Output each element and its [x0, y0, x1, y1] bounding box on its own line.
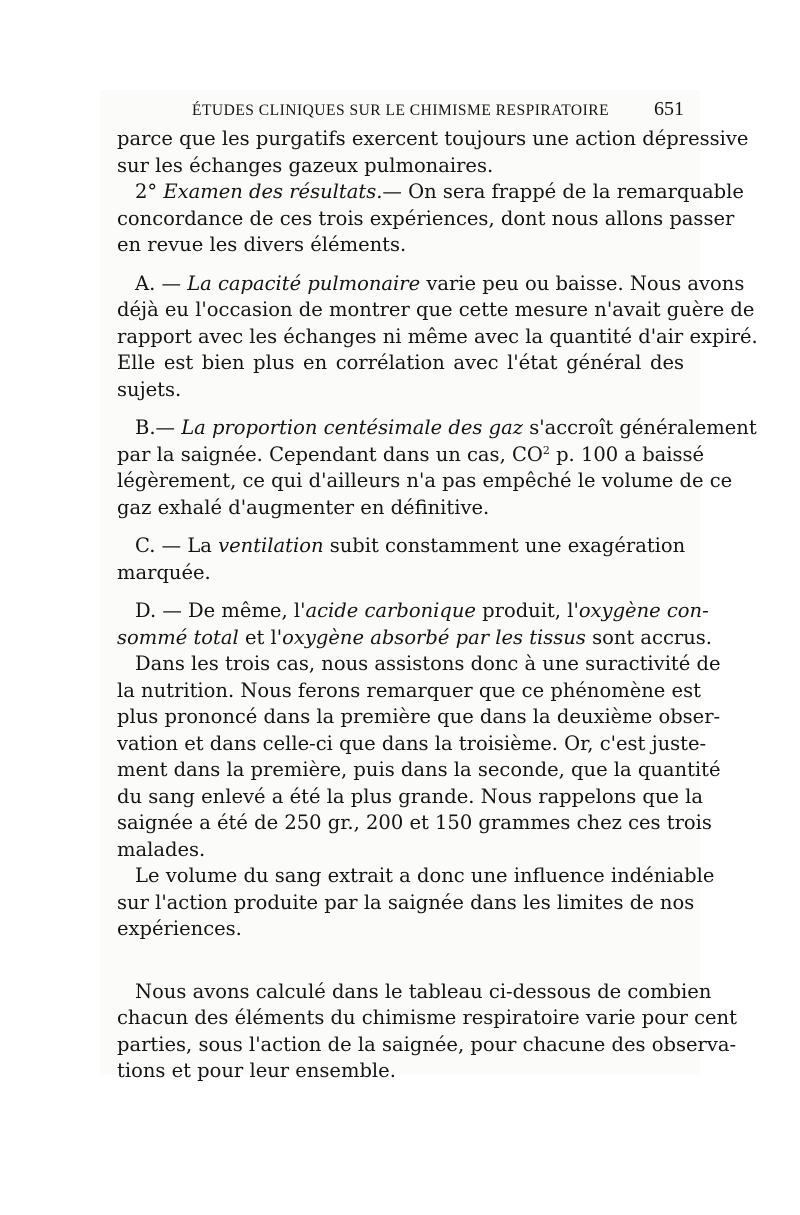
- text-line: saignée a été de 250 gr., 200 et 150 grammes chez ces trois: [117, 811, 712, 834]
- item-heading: La capacité pulmonaire: [187, 271, 421, 295]
- paragraph-d: [117, 598, 712, 651]
- paragraph-examen: [117, 179, 744, 259]
- text-line: parce que les purgatifs exercent toujours une action dépressive: [117, 127, 749, 150]
- text-line: [117, 415, 757, 442]
- running-title: ÉTUDES CLINIQUES SUR LE CHIMISME RESPIRATOIRE: [192, 102, 610, 119]
- text-run: et l': [238, 625, 283, 649]
- paragraph-suractivite: [117, 651, 721, 863]
- italic-term: acide carbonique: [305, 599, 476, 622]
- paragraph-gap: [117, 586, 684, 598]
- text-line: tions et pour leur ensemble.: [117, 1059, 396, 1082]
- text-run: varie peu ou baisse. Nous avons: [420, 271, 745, 295]
- italic-term: oxygène absorbé par les tissus: [282, 625, 586, 649]
- text-line: légèrement, ce qui d'ailleurs n'a pas empêché le volume de ce: [117, 469, 733, 492]
- text-line: la nutrition. Nous ferons remarquer que ce phénomène est: [117, 678, 701, 702]
- text-line: Elle est bien plus en corrélation avec l'état général des: [117, 351, 684, 374]
- italic-term: sommé total: [117, 625, 239, 649]
- item-heading: La proportion centésimale des gaz: [181, 416, 524, 439]
- text-line: [117, 179, 744, 206]
- body-text: [117, 126, 758, 1085]
- text-line: [117, 271, 745, 298]
- text-line: en revue les divers éléments.: [117, 233, 407, 256]
- section-number: 2°: [135, 180, 164, 203]
- item-marker: D. — De même, l': [135, 599, 306, 622]
- text-run: produit, l': [475, 599, 579, 622]
- text-line: sur l'action produite par la saignée dans les limites de nos: [117, 890, 695, 914]
- running-header: [117, 98, 684, 124]
- text-line: [117, 533, 684, 560]
- paragraph-tableau: [117, 979, 737, 1085]
- paragraph-gap: [117, 521, 684, 533]
- text-line: [117, 625, 712, 652]
- text-line: concordance de ces trois expériences, dont nous allons passer: [117, 206, 735, 230]
- text-line: déjà eu l'occasion de montrer que cette mesure n'avait guère de: [117, 298, 755, 321]
- text-run: — On sera frappé de la remarquable: [382, 180, 744, 203]
- superscript: 2: [542, 443, 550, 457]
- text-line: Nous avons calculé dans le tableau ci-dessous de combien: [135, 979, 712, 1003]
- text-line: expériences.: [117, 917, 242, 940]
- paragraph-a: [117, 271, 758, 404]
- italic-term: oxygène con-: [578, 599, 709, 622]
- paragraph-gap: [117, 403, 684, 415]
- text-line: Dans les trois cas, nous assistons donc à une suractivité de: [135, 652, 721, 675]
- text-line: rapport avec les échanges ni même avec la quantité d'air expiré.: [117, 324, 758, 348]
- section-heading: Examen des résultats.: [163, 180, 383, 203]
- item-marker: B.—: [135, 416, 182, 439]
- text-line: [117, 442, 705, 469]
- page-number: 651: [654, 98, 684, 120]
- text-run: par la saignée. Cependant dans un cas, CO: [117, 442, 543, 466]
- item-marker: C. — La: [135, 534, 219, 557]
- text-line: [117, 598, 709, 625]
- text-line: gaz exhalé d'augmenter en définitive.: [117, 495, 490, 519]
- text-line: vation et dans celle-ci que dans la troisième. Or, c'est juste-: [117, 731, 707, 755]
- text-line: marquée.: [117, 560, 211, 584]
- text-line: du sang enlevé a été la plus grande. Nous rappelons que la: [117, 784, 704, 808]
- item-heading: ventilation: [218, 534, 324, 557]
- text-run: s'accroît généralement: [523, 416, 757, 439]
- text-line: plus prononcé dans la première que dans la deuxième obser-: [117, 705, 721, 728]
- paragraph-gap: [117, 259, 684, 271]
- text-line: sujets.: [117, 377, 182, 401]
- item-marker: A. —: [135, 271, 188, 295]
- text-run: subit constamment une exagération: [323, 534, 686, 557]
- text-line: ment dans la première, puis dans la seconde, que la quantité: [117, 758, 721, 781]
- text-line: chacun des éléments du chimisme respiratoire varie pour cent: [117, 1006, 737, 1029]
- paragraph-c: [117, 533, 684, 586]
- paragraph-b: [117, 415, 757, 521]
- paragraph-volume: [117, 863, 715, 943]
- text-line: parties, sous l'action de la saignée, pour chacune des observa-: [117, 1032, 737, 1056]
- paragraph-continuation: [117, 126, 749, 179]
- text-run: p. 100 a baissé: [549, 442, 705, 466]
- text-line: malades.: [117, 837, 206, 861]
- paragraph-gap: [117, 943, 684, 979]
- text-line: sur les échanges gazeux pulmonaires.: [117, 153, 494, 177]
- text-run: sont accrus.: [585, 625, 712, 649]
- text-line: Le volume du sang extrait a donc une influence indéniable: [135, 864, 715, 887]
